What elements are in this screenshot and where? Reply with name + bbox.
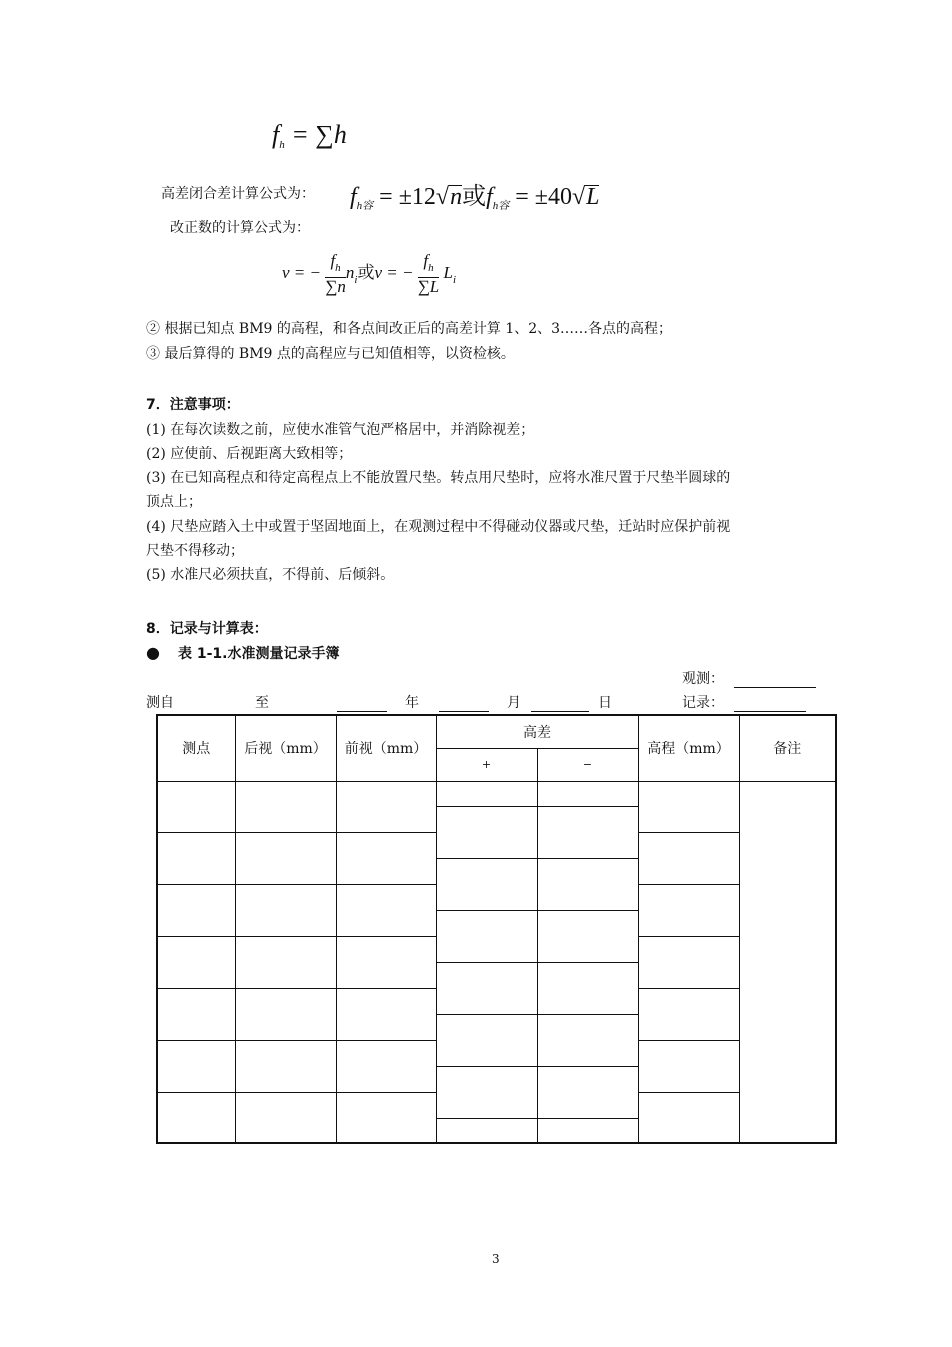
formula-corr-num2: f	[423, 251, 429, 270]
cell-backsight-1[interactable]	[235, 781, 336, 832]
cell-elevation-3[interactable]	[638, 884, 739, 936]
to-label: 至	[255, 695, 269, 711]
cell-plus-3[interactable]	[436, 910, 537, 962]
cell-station-7[interactable]	[157, 1092, 235, 1143]
cell-foresight-7[interactable]	[336, 1092, 436, 1143]
cell-backsight-4[interactable]	[235, 936, 336, 988]
header-minus: −	[537, 748, 638, 781]
header-plus: +	[436, 748, 537, 781]
step-2: ② 根据已知点 BM9 的高程，和各点间改正后的高差计算 1、2、3……各点的高程；	[146, 321, 673, 337]
cell-plus-5[interactable]	[436, 1014, 537, 1066]
formula-tol-or: 或	[462, 182, 487, 210]
cell-foresight-1[interactable]	[336, 781, 436, 832]
note-item-4-line2: 尺垫不得移动；	[146, 543, 244, 559]
cell-minus-3[interactable]	[537, 910, 638, 962]
cell-foresight-4[interactable]	[336, 936, 436, 988]
formula-corr-v2: v = −	[374, 262, 414, 282]
formula-corr-den1: ∑n	[325, 277, 346, 296]
cell-remark[interactable]	[739, 781, 836, 1143]
formula-fh-rhs: = ∑h	[291, 120, 347, 149]
formula-fh-subscript: h	[279, 139, 285, 151]
cell-station-4[interactable]	[157, 936, 235, 988]
cell-backsight-6[interactable]	[235, 1040, 336, 1092]
formula-corr-num1: f	[330, 251, 336, 270]
cell-backsight-2[interactable]	[235, 832, 336, 884]
formula-tolerance: $f_{h容} = \pm 12√n$或$f_{h容} = \pm 40√L$	[350, 182, 600, 212]
cell-station-6[interactable]	[157, 1040, 235, 1092]
note-item-4-line1: (4) 尺垫应踏入土中或置于坚固地面上，在观测过程中不得碰动仪器或尺垫，迁站时应保护前视	[146, 519, 731, 535]
header-foresight: 前视（mm）	[336, 715, 436, 781]
page-number: 3	[492, 1252, 500, 1266]
cell-elevation-1[interactable]	[638, 781, 739, 832]
formula-corr-Li-sub: i	[452, 273, 457, 286]
cell-minus-5[interactable]	[537, 1014, 638, 1066]
formula-tol-part2: = ±40	[515, 184, 572, 210]
formula-corr-ni: n	[345, 262, 355, 282]
cell-backsight-7[interactable]	[235, 1092, 336, 1143]
cell-elevation-7[interactable]	[638, 1092, 739, 1143]
formula-corr-den2: ∑L	[417, 277, 440, 296]
recorder-field[interactable]	[734, 695, 806, 712]
section-7-heading: 7．注意事项：	[146, 397, 240, 413]
formula-fh-symbol: f	[272, 120, 280, 149]
cell-foresight-3[interactable]	[336, 884, 436, 936]
observer-field[interactable]	[734, 671, 816, 688]
record-table	[156, 714, 837, 1144]
cell-elevation-2[interactable]	[638, 832, 739, 884]
formula-tol-sqrt2: L	[586, 184, 600, 210]
formula-corr-num2-sub: h	[428, 262, 434, 274]
step-3: ③ 最后算得的 BM9 点的高程应与已知值相等，以资检核。	[146, 346, 515, 362]
header-backsight: 后视（mm）	[235, 715, 336, 781]
note-item-3-line2: 顶点上；	[146, 494, 202, 510]
cell-backsight-3[interactable]	[235, 884, 336, 936]
table-header-row-1	[157, 715, 836, 748]
cell-backsight-5[interactable]	[235, 988, 336, 1040]
year-label: 年	[405, 695, 419, 711]
header-remark: 备注	[739, 715, 836, 781]
note-item-2: (2) 应使前、后视距离大致相等；	[146, 446, 353, 462]
correction-label: 改正数的计算公式为：	[170, 220, 310, 236]
cell-station-3[interactable]	[157, 884, 235, 936]
formula-corr-or: 或	[357, 262, 375, 283]
cell-minus-7[interactable]	[537, 1118, 638, 1143]
day-label: 日	[598, 695, 612, 711]
note-item-5: (5) 水准尺必须扶直，不得前、后倾斜。	[146, 567, 395, 583]
cell-foresight-5[interactable]	[336, 988, 436, 1040]
cell-elevation-5[interactable]	[638, 988, 739, 1040]
cell-plus-7[interactable]	[436, 1118, 537, 1143]
cell-foresight-2[interactable]	[336, 832, 436, 884]
cell-plus-2[interactable]	[436, 858, 537, 910]
section-8-heading: 8．记录与计算表：	[146, 621, 268, 637]
cell-plus-1[interactable]	[436, 806, 537, 858]
day-field[interactable]	[531, 695, 589, 712]
formula-corr-v: v = −	[282, 262, 321, 282]
record-table-container	[156, 714, 837, 1144]
formula-corr-frac1	[325, 252, 346, 296]
cell-minus-0[interactable]	[537, 781, 638, 806]
cell-elevation-4[interactable]	[638, 936, 739, 988]
tolerance-label: 高差闭合差计算公式为：	[161, 186, 315, 202]
year-field[interactable]	[337, 695, 387, 712]
table-title: 表 1-1.水准测量记录手簿	[178, 646, 340, 662]
note-item-1: (1) 在每次读数之前，应使水准管气泡严格居中，并消除视差；	[146, 422, 535, 438]
cell-plus-6[interactable]	[436, 1066, 537, 1118]
cell-station-1[interactable]	[157, 781, 235, 832]
formula-closure-sum	[272, 120, 347, 151]
cell-minus-6[interactable]	[537, 1066, 638, 1118]
cell-minus-2[interactable]	[537, 858, 638, 910]
formula-tol-sub2: h容	[492, 200, 510, 212]
cell-minus-1[interactable]	[537, 806, 638, 858]
formula-corr-ni-sub: i	[354, 273, 358, 286]
cell-station-5[interactable]	[157, 988, 235, 1040]
month-field[interactable]	[439, 695, 489, 712]
cell-plus-0[interactable]	[436, 781, 537, 806]
cell-foresight-6[interactable]	[336, 1040, 436, 1092]
formula-tol-f: f	[350, 184, 357, 210]
formula-corr-Li: L	[443, 262, 453, 282]
formula-correction	[282, 252, 456, 296]
bullet-icon: ●	[146, 643, 160, 662]
observer-label: 观测：	[682, 671, 724, 687]
recorder-label: 记录：	[682, 695, 724, 711]
formula-tol-sqrt1: n	[450, 184, 463, 210]
cell-station-2[interactable]	[157, 832, 235, 884]
header-elevation: 高程（mm）	[638, 715, 739, 781]
month-label: 月	[507, 695, 521, 711]
formula-tol-part1: = ±12	[379, 184, 436, 210]
header-station: 测点	[157, 715, 235, 781]
table-row	[157, 781, 836, 806]
from-label: 测自	[146, 695, 174, 711]
cell-elevation-6[interactable]	[638, 1040, 739, 1092]
header-height-diff: 高差	[436, 715, 638, 748]
note-item-3-line1: (3) 在已知高程点和待定高程点上不能放置尺垫。转点用尺垫时，应将水准尺置于尺垫半圆球的	[146, 470, 731, 486]
cell-plus-4[interactable]	[436, 962, 537, 1014]
cell-minus-4[interactable]	[537, 962, 638, 1014]
formula-tol-f2: f	[486, 184, 493, 210]
formula-tol-sub: h容	[356, 200, 374, 212]
formula-corr-frac2	[418, 252, 440, 296]
formula-corr-num1-sub: h	[335, 262, 341, 274]
